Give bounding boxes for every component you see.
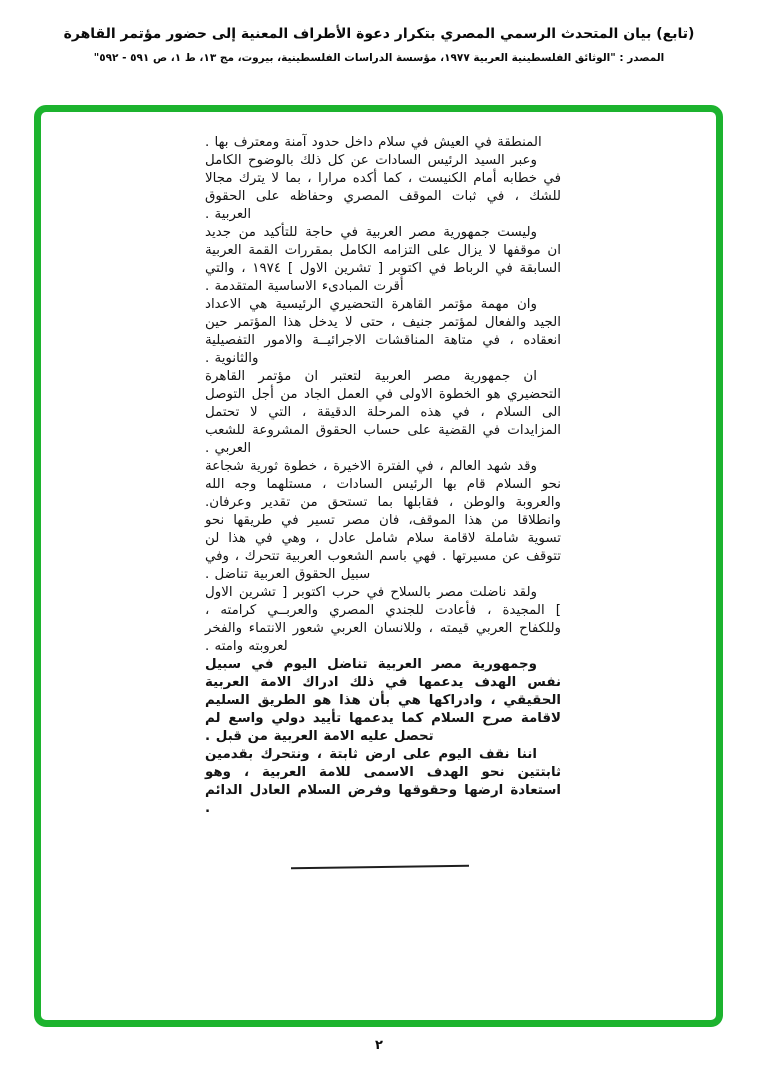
paragraph: ان جمهورية مصر العربية لتعتبر ان مؤتمر القاهرة التحضيري هو الخطوة الاولى في العمل الجاد من أجل التوصل الى السلام ، في هذه المرحلة الدقيقة ، التي لا تحتمل المزايدات في القضية على حساب الحقوق المشروعة للشعب العربي . xyxy=(205,369,561,456)
paragraph: اننا نقف اليوم على ارض ثابتة ، ونتحرك بقدمين ثابتتين نحو الهدف الاسمى للامة العربية ، وهو استعادة ارضها وحقوقها وفرض السلام العادل الدائم . xyxy=(205,747,561,816)
paragraph: وان مهمة مؤتمر القاهرة التحضيري الرئيسية هي الاعداد الجيد والفعال لمؤتمر جنيف ، حتى لا يدخل هذا المؤتمر حين انعقاده ، في متاهة المناقشات الاجرائيــة والامور التفصيلية والثانوية . xyxy=(205,297,561,366)
paragraph: وليست جمهورية مصر العربية في حاجة للتأكيد من جديد ان موقفها لا يزال على التزامه الكامل بمقررات القمة العربية السابقة في الرباط في اكتوبر [ تشرين الاول ] ١٩٧٤ ، والتي أقرت المبادىء الاساسية المتقدمة . xyxy=(205,225,561,294)
page-number: ٢ xyxy=(375,1038,383,1053)
paragraph: المنطقة في العيش في سلام داخل حدود آمنة ومعترف بها . xyxy=(205,135,542,150)
paragraph: ولقد ناضلت مصر بالسلاح في حرب اكتوبر [ تشرين الاول ] المجيدة ، فأعادت للجندي المصري والعربــي كرامته ، وللكفاح العربي قيمته ، وللانسان العربي شعور الانتماء والفخر لعروبته وامته . xyxy=(205,585,561,654)
source-line: المصدر : "الوثائق الفلسطينية العربية ١٩٧٧، مؤسسة الدراسات الفلسطينية، بيروت، مج ١٣، ط ١، ص ٥٩١ - ٥٩٢" xyxy=(93,52,665,64)
page-title: (تابع) بيان المتحدث الرسمي المصري بتكرار دعوة الأطراف المعنية إلى حضور مؤتمر القاهرة xyxy=(63,26,695,42)
paragraph: وعبر السيد الرئيس السادات عن كل ذلك بالوضوح الكامل في خطابه أمام الكنيست ، كما أكده مرارا ، بما لا يترك مجالا للشك ، في ثبات الموقف المصري وحفاظه على الحقوق العربية . xyxy=(205,153,561,222)
document-header xyxy=(0,26,758,64)
paragraph: وجمهورية مصر العربية تناضل اليوم في سبيل نفس الهدف يدعمها في ذلك ادراك الامة العربية الحقيقي ، وادراكها هي بأن هذا هو الطريق السليم لاقامة صرح السلام كما يدعمها تأييد دولي واسع لم تحصل عليه الامة العربية من قبل . xyxy=(205,657,561,744)
document-body xyxy=(205,134,561,868)
paragraph: وقد شهد العالم ، في الفترة الاخيرة ، خطوة ثورية شجاعة نحو السلام قام بها الرئيس السادات ، مستلهما وجه الله والعروبة والوطن ، فقابلها بما تستحق من تقدير وعرفان. وانطلاقا من هذا الموقف، فان مصر تسير في طريقها نحو تسوية شاملة لاقامة سلام شامل عادل ، وهي في هذا لن تتوقف عن مسيرتها . فهي باسم الشعوب العربية تتحرك ، وفي سبيل الحقوق العربية تناضل . xyxy=(205,459,561,582)
end-divider xyxy=(291,865,469,869)
document-frame xyxy=(34,105,723,1027)
